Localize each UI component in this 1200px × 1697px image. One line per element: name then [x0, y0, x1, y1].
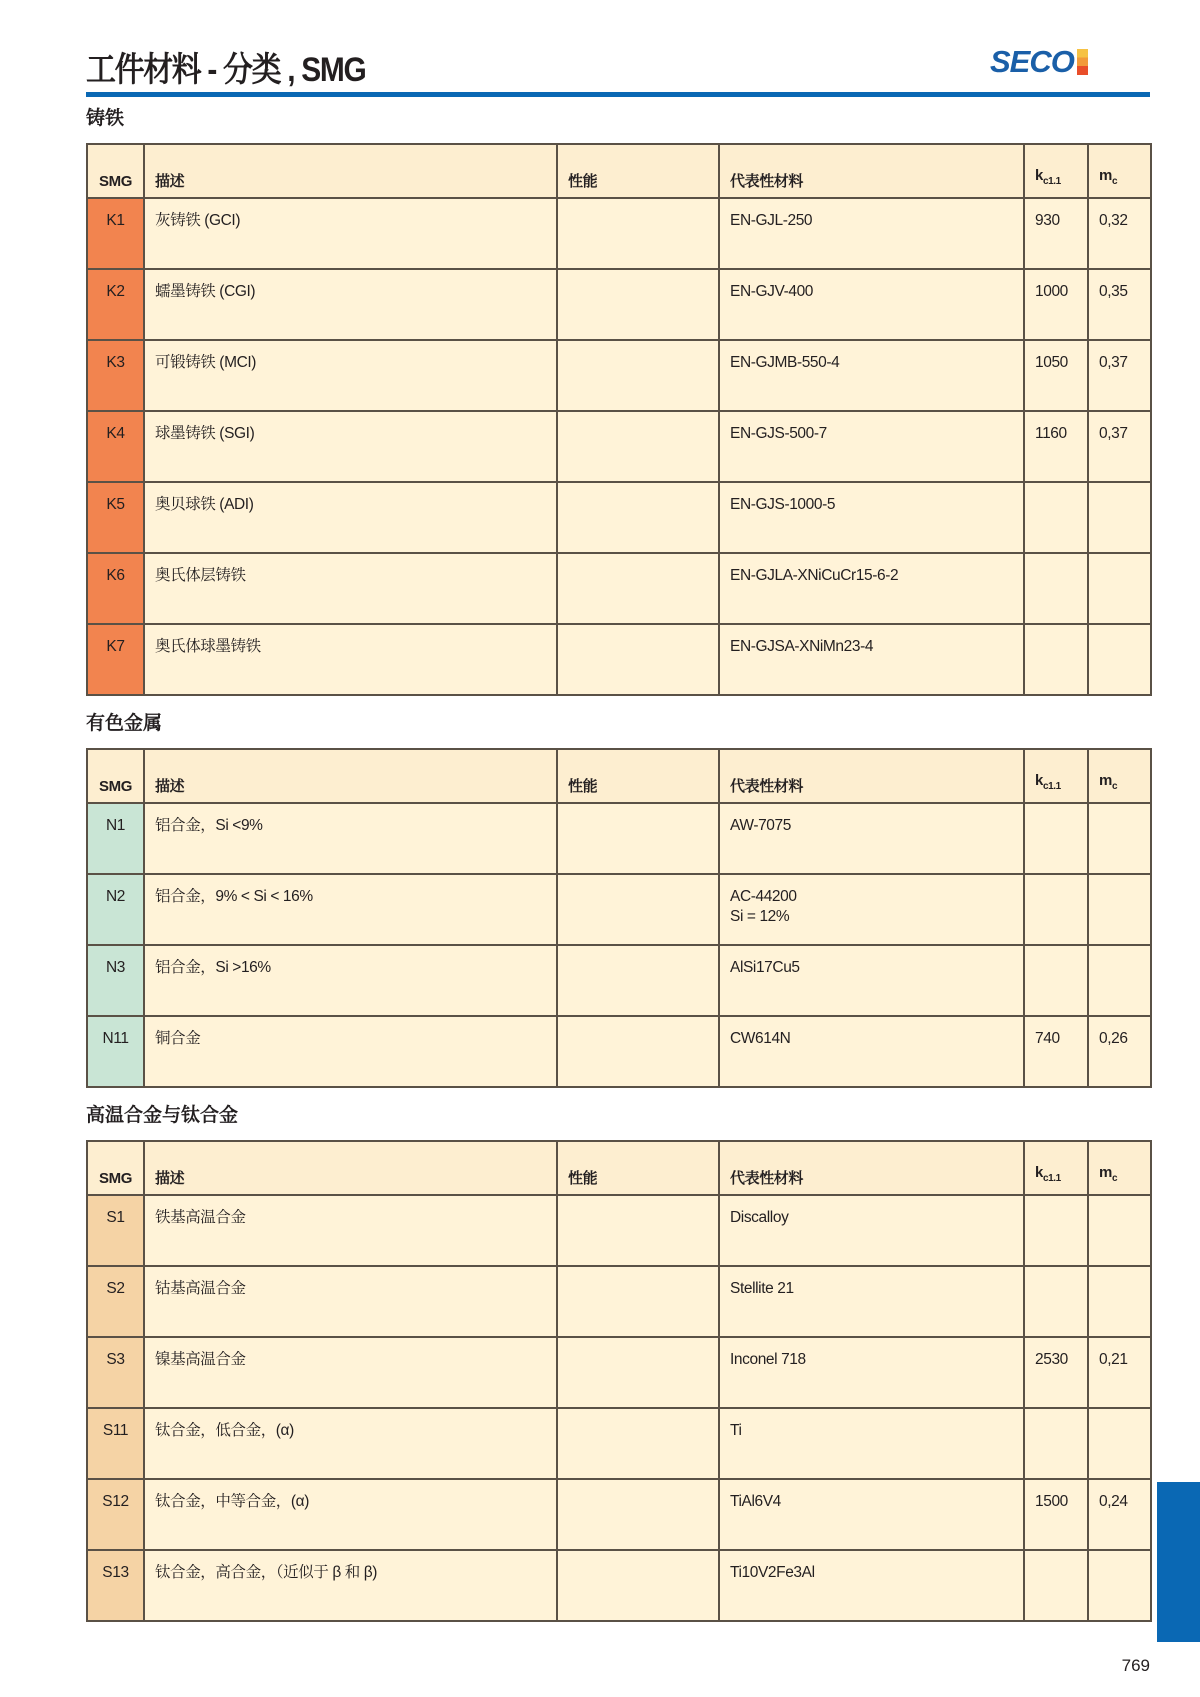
properties-cell [557, 1266, 719, 1337]
kc-value-cell: 1500 [1024, 1479, 1088, 1550]
material-cell: EN-GJS-1000-5 [719, 482, 1024, 553]
material-cell: Stellite 21 [719, 1266, 1024, 1337]
mc-value-cell [1088, 1550, 1151, 1621]
mc-value-cell: 0,35 [1088, 269, 1151, 340]
material-cell: EN-GJSA-XNiMn23-4 [719, 624, 1024, 695]
material-cell: AW-7075 [719, 803, 1024, 874]
kc-value-cell: 740 [1024, 1016, 1088, 1087]
mc-value-cell [1088, 945, 1151, 1016]
smg-code-cell: S2 [87, 1266, 144, 1337]
table-row [87, 198, 1151, 269]
kc-value-cell: 1000 [1024, 269, 1088, 340]
properties-cell [557, 198, 719, 269]
description-cell: 钛合金，中等合金，(α) [144, 1479, 557, 1550]
header-rule [86, 92, 1150, 97]
table-row [87, 1195, 1151, 1266]
table-row [87, 1408, 1151, 1479]
col-description: 描述 [144, 749, 557, 803]
kc-value-cell [1024, 1266, 1088, 1337]
description-cell: 铝合金，Si >16% [144, 945, 557, 1016]
mc-value-cell: 0,32 [1088, 198, 1151, 269]
smg-table [86, 143, 1152, 696]
kc-value-cell: 2530 [1024, 1337, 1088, 1408]
mc-value-cell [1088, 1266, 1151, 1337]
kc-value-cell [1024, 624, 1088, 695]
properties-cell [557, 1195, 719, 1266]
table-row [87, 1016, 1151, 1087]
col-kc11 [1024, 144, 1088, 198]
properties-cell [557, 1337, 719, 1408]
table-row [87, 1337, 1151, 1408]
description-cell: 可锻铸铁 (MCI) [144, 340, 557, 411]
material-line: AC-44200 [730, 888, 797, 905]
table-row [87, 482, 1151, 553]
material-cell: EN-GJL-250 [719, 198, 1024, 269]
smg-table [86, 1140, 1152, 1622]
material-cell [719, 874, 1024, 945]
col-kc11 [1024, 1141, 1088, 1195]
table-header-row [87, 749, 1151, 803]
material-cell: EN-GJS-500-7 [719, 411, 1024, 482]
properties-cell [557, 1550, 719, 1621]
material-cell: TiAl6V4 [719, 1479, 1024, 1550]
page-number: 769 [1121, 1656, 1150, 1675]
kc-value-cell [1024, 803, 1088, 874]
description-cell: 灰铸铁 (GCI) [144, 198, 557, 269]
smg-table [86, 748, 1152, 1088]
col-mc-symbol: m [1099, 1164, 1112, 1181]
col-mc-subscript: c [1111, 781, 1118, 792]
table-row [87, 269, 1151, 340]
description-cell: 球墨铸铁 (SGI) [144, 411, 557, 482]
mc-value-cell [1088, 624, 1151, 695]
kc-value-cell [1024, 1408, 1088, 1479]
properties-cell [557, 1016, 719, 1087]
mc-value-cell: 0,37 [1088, 340, 1151, 411]
material-cell: Inconel 718 [719, 1337, 1024, 1408]
kc-value-cell [1024, 874, 1088, 945]
material-cell: EN-GJV-400 [719, 269, 1024, 340]
col-material: 代表性材料 [719, 749, 1024, 803]
mc-value-cell: 0,24 [1088, 1479, 1151, 1550]
description-cell: 奥贝球铁 (ADI) [144, 482, 557, 553]
material-cell: Ti10V2Fe3Al [719, 1550, 1024, 1621]
table-row [87, 1479, 1151, 1550]
smg-code-cell: N3 [87, 945, 144, 1016]
table-row [87, 803, 1151, 874]
col-material: 代表性材料 [719, 144, 1024, 198]
table-row [87, 553, 1151, 624]
smg-code-cell: N11 [87, 1016, 144, 1087]
description-cell: 铝合金，9% < Si < 16% [144, 874, 557, 945]
mc-value-cell: 0,37 [1088, 411, 1151, 482]
kc-value-cell [1024, 1550, 1088, 1621]
logo-text: SECO [990, 44, 1074, 79]
mc-value-cell [1088, 482, 1151, 553]
smg-code-cell: K2 [87, 269, 144, 340]
sections-container [86, 108, 1150, 1639]
properties-cell [557, 269, 719, 340]
col-mc-subscript: c [1111, 1173, 1118, 1184]
col-description: 描述 [144, 144, 557, 198]
smg-code-cell: K4 [87, 411, 144, 482]
material-cell: Discalloy [719, 1195, 1024, 1266]
smg-code-cell: N1 [87, 803, 144, 874]
col-kc11-symbol: k [1035, 1164, 1043, 1181]
col-mc-symbol: m [1099, 167, 1112, 184]
kc-value-cell [1024, 945, 1088, 1016]
table-header-row [87, 144, 1151, 198]
description-cell: 铜合金 [144, 1016, 557, 1087]
kc-value-cell: 1160 [1024, 411, 1088, 482]
side-tab-marker [1157, 1482, 1200, 1642]
material-cell: AlSi17Cu5 [719, 945, 1024, 1016]
table-row [87, 624, 1151, 695]
smg-code-cell: S13 [87, 1550, 144, 1621]
col-kc11-subscript: c1.1 [1042, 176, 1061, 187]
col-mc [1088, 144, 1151, 198]
description-cell: 铝合金，Si <9% [144, 803, 557, 874]
col-smg: SMG [87, 144, 144, 198]
description-cell: 钛合金，低合金，(α) [144, 1408, 557, 1479]
section-heading: 有色金属 [86, 713, 163, 734]
description-cell: 钴基高温合金 [144, 1266, 557, 1337]
properties-cell [557, 553, 719, 624]
smg-code-cell: K5 [87, 482, 144, 553]
kc-value-cell: 930 [1024, 198, 1088, 269]
properties-cell [557, 945, 719, 1016]
properties-cell [557, 482, 719, 553]
col-description: 描述 [144, 1141, 557, 1195]
table-row [87, 945, 1151, 1016]
properties-cell [557, 803, 719, 874]
smg-code-cell: K1 [87, 198, 144, 269]
col-material: 代表性材料 [719, 1141, 1024, 1195]
smg-code-cell: S11 [87, 1408, 144, 1479]
col-kc11 [1024, 749, 1088, 803]
description-cell: 铁基高温合金 [144, 1195, 557, 1266]
table-row [87, 1550, 1151, 1621]
mc-value-cell [1088, 553, 1151, 624]
smg-code-cell: N2 [87, 874, 144, 945]
mc-value-cell: 0,21 [1088, 1337, 1151, 1408]
kc-value-cell: 1050 [1024, 340, 1088, 411]
mc-value-cell [1088, 1195, 1151, 1266]
properties-cell [557, 624, 719, 695]
table-row [87, 874, 1151, 945]
col-kc11-subscript: c1.1 [1042, 1173, 1061, 1184]
smg-code-cell: S1 [87, 1195, 144, 1266]
smg-code-cell: S12 [87, 1479, 144, 1550]
table-row [87, 340, 1151, 411]
description-cell: 奥氏体层铸铁 [144, 553, 557, 624]
material-cell: CW614N [719, 1016, 1024, 1087]
table-header-row [87, 1141, 1151, 1195]
smg-code-cell: K3 [87, 340, 144, 411]
table-row [87, 411, 1151, 482]
col-mc [1088, 749, 1151, 803]
page-title: 工件材料 - 分类 , SMG [86, 51, 366, 89]
smg-code-cell: K6 [87, 553, 144, 624]
mc-value-cell [1088, 874, 1151, 945]
description-cell: 奥氏体球墨铸铁 [144, 624, 557, 695]
material-cell: Ti [719, 1408, 1024, 1479]
mc-value-cell: 0,26 [1088, 1016, 1151, 1087]
mc-value-cell [1088, 1408, 1151, 1479]
section-heading: 铸铁 [86, 108, 125, 129]
material-line: Si = 12% [730, 908, 790, 925]
section-heading: 高温合金与钛合金 [86, 1105, 239, 1126]
col-kc11-subscript: c1.1 [1042, 781, 1061, 792]
col-kc11-symbol: k [1035, 167, 1043, 184]
mc-value-cell [1088, 803, 1151, 874]
material-cell: EN-GJLA-XNiCuCr15-6-2 [719, 553, 1024, 624]
kc-value-cell [1024, 553, 1088, 624]
properties-cell [557, 340, 719, 411]
material-cell: EN-GJMB-550-4 [719, 340, 1024, 411]
properties-cell [557, 874, 719, 945]
col-properties: 性能 [557, 1141, 719, 1195]
col-properties: 性能 [557, 749, 719, 803]
properties-cell [557, 1479, 719, 1550]
properties-cell [557, 411, 719, 482]
smg-code-cell: K7 [87, 624, 144, 695]
properties-cell [557, 1408, 719, 1479]
kc-value-cell [1024, 482, 1088, 553]
col-smg: SMG [87, 1141, 144, 1195]
seco-logo [990, 44, 1088, 79]
col-mc-subscript: c [1111, 176, 1118, 187]
smg-code-cell: S3 [87, 1337, 144, 1408]
description-cell: 钛合金，高合金，（近似于 β 和 β) [144, 1550, 557, 1621]
col-mc [1088, 1141, 1151, 1195]
description-cell: 镍基高温合金 [144, 1337, 557, 1408]
col-mc-symbol: m [1099, 772, 1112, 789]
logo-mark-icon [1077, 49, 1088, 75]
col-smg: SMG [87, 749, 144, 803]
description-cell: 蠕墨铸铁 (CGI) [144, 269, 557, 340]
kc-value-cell [1024, 1195, 1088, 1266]
table-row [87, 1266, 1151, 1337]
col-properties: 性能 [557, 144, 719, 198]
col-kc11-symbol: k [1035, 772, 1043, 789]
